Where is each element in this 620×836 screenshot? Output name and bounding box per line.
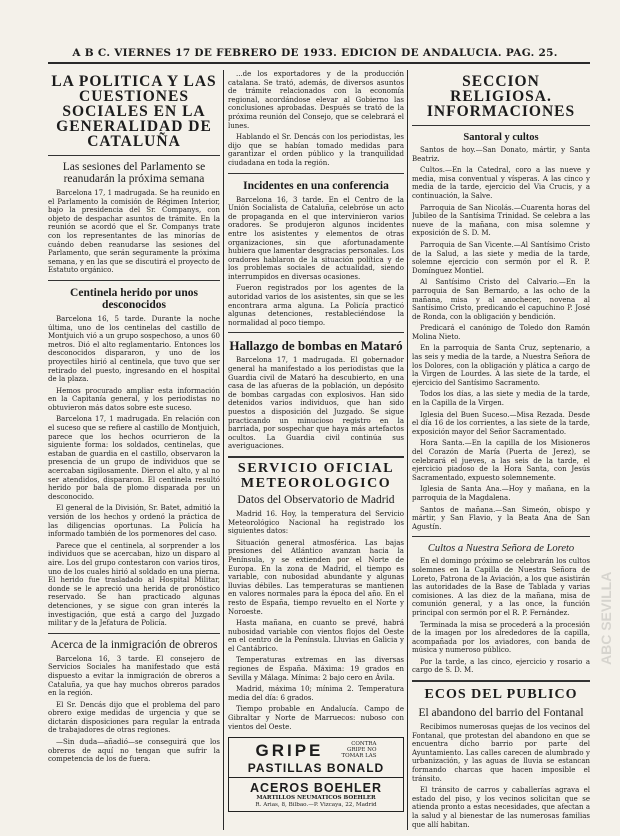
article-paragraph: Hemos procurado ampliar esta información en la Capitanía general, y los periodistas no obtuvieron más datos sobre este suceso.: [48, 386, 220, 412]
divider: [412, 536, 590, 537]
ad-pastillas-bonald: PASTILLAS BONALD: [247, 761, 385, 776]
subhead-fontanal: El abandono del barrio del Fontanal: [418, 707, 584, 720]
article-paragraph: Santos de mañana.—San Simeón, obispo y mártir, y San Flavio, y la Beata Ana de San Agustín.: [412, 505, 590, 531]
divider: [228, 173, 404, 174]
article-paragraph: Parroquia de San Vicente.—Al Santísimo Cristo de la Salud, a las siete y media de la tarde, solemne ejercicio con sermón por el R. P. Domínguez Montiel.: [412, 240, 590, 275]
article-paragraph: En el domingo próximo se celebrarán los cultos solemnes en la Capilla de Nuestra Señora de Loreto, Patrona de la Aviación, a los que asistirán las autoridades de la Base de Tablada y varias comisiones. A las diez de la mañana, misa de comunión general, y a las once, la función principal con sermón por el R. P. Fernández.: [412, 557, 590, 617]
subhead-centinela: Centinela herido por unos desconocidos: [70, 286, 198, 311]
article-paragraph: Hablando el Sr. Dencás con los periodistas, les dijo que se habían tomado medidas para garantizar el orden público y la tranquilidad ciudadana en toda la región.: [228, 133, 404, 167]
ad-gripe-tagline: CONTRA GRIPE NO TOMAR LAS: [341, 741, 377, 760]
column-middle: [228, 70, 404, 832]
article-paragraph: —Sin duda—añadió—se conseguirá que los obreros de aquí no tengan que sufrir la competencia de los de fuera.: [48, 738, 220, 764]
advertisement-aceros: [228, 778, 404, 812]
masthead-rule: [48, 62, 590, 64]
article-paragraph: El Sr. Dencás dijo que el problema del paro obrero exige medidas de urgencia y que se dictarán disposiciones para regular la entrada de trabajadores de otras regiones.: [48, 700, 220, 735]
archive-watermark: ABC SEVILLA: [598, 571, 614, 665]
article-paragraph: Barcelona 17, 1 madrugada. El gobernador general ha manifestado a los periodistas que la Guardia civil de Mataró ha descubierto, en una casa de las afueras de la población, un depósito de bombas cargadas con explosivos. Han sido detenidos varios individuos, que han sido puestos a disposición del Juzgado. Se sigue practicando un minucioso registro en la barriada, por sospechar que haya más artefactos ocultos. La Guardia civil continúa sus averiguaciones.: [228, 356, 404, 451]
article-paragraph: ...de los exportadores y de la producción catalana. Se trató, además, de diversos asuntos de trámite relacionados con la economía regional, acordándose elevar al Gobierno las conclusiones aprobadas. Después se trató de la próxima reunión del Consejo, que se celebrará el lunes.: [228, 70, 404, 130]
ad-aceros-address: R. Arias, 8, Bilbao.—P. Vizcaya, 22, Madrid: [255, 801, 377, 808]
article-paragraph: Santos de hoy.—San Donato, mártir, y Santa Beatriz.: [412, 146, 590, 163]
column-left: [48, 70, 220, 832]
column-right: [412, 70, 590, 832]
divider: [412, 680, 590, 682]
article-paragraph: Cultos.—En la Catedral, coro a las nueve y media, misa conventual y vísperas. A las cinco y media de la tarde, ejercicio del Via Crucis, y a continuación, la Salve.: [412, 166, 590, 200]
divider: [48, 280, 220, 281]
article-paragraph: Iglesia del Buen Suceso.—Misa Rezada. Desde el día 16 de los corrientes, a las siete de la tarde, exposición mayor del Señor Sacramentado.: [412, 410, 590, 436]
column-divider: [407, 70, 408, 830]
headline-religiosa: SECCION RELIGIOSA. INFORMACIONES: [426, 73, 576, 120]
subhead-observatorio: Datos del Observatorio de Madrid: [237, 493, 395, 506]
subhead-parlamento: Las sesiones del Parlamento se reanudarán la próxima semana: [62, 161, 206, 185]
subhead-loreto: Cultos a Nuestra Señora de Loreto: [427, 543, 575, 555]
article-paragraph: Temperaturas extremas en las diversas regiones de España. Máxima: 19 grados en Sevilla y Málaga. Mínima: 2 bajo cero en Ávila.: [228, 656, 404, 682]
headline-politica: LA POLITICA Y LAS CUESTIONES SOCIALES EN LA GENERALIDAD DE CATALUÑA: [51, 73, 217, 150]
article-paragraph: Tiempo probable en Andalucía. Campo de Gibraltar y Norte de Marruecos: nuboso con vientos del Oeste.: [228, 705, 404, 731]
subhead-inmigracion: Acerca de la inmigración de obreros: [50, 638, 218, 651]
ad-gripe-title: GRIPE: [255, 741, 324, 761]
divider: [48, 633, 220, 634]
article-paragraph: Barcelona 17, 1 madrugada. Se ha reunido en el Parlamento la comisión de Régimen Interior, bajo la presidencia del Sr. Companys, con objeto de despachar asuntos de trámite. En la reunión se acordó que el Sr. Companys trate con los representantes de las minorías de cuándo deben reanudarse las sesiones del Parlamento, que serán seguramente la próxima semana, y en las que se discutirá el proyecto de Estatuto orgánico.: [48, 189, 220, 275]
article-paragraph: En la parroquia de Santa Cruz, septenario, a las seis y media de la tarde, a Nuestra Señora de los Dolores, con la obligación y plática a cargo de la Virgen de Lourdes. A las siete de la tarde, el ejercicio del Santísimo Sacramento.: [412, 344, 590, 387]
article-paragraph: Situación general atmosférica. Las bajas presiones del Atlántico avanzan hacia la Península, y se extienden por el Norte de Europa. En la zona de Madrid, el tiempo es variable, con nubosidad abundante y algunas lluvias débiles. Las temperaturas se mantienen en valores normales para la época del año. En el resto de España, tiempo revuelto en el Norte y Noroeste.: [228, 538, 404, 616]
divider: [228, 456, 404, 458]
ad-aceros-line: MARTILLOS NEUMATICOS BOEHLER: [256, 795, 376, 802]
article-paragraph: Parece que el centinela, al sorprender a los individuos que se acercaban, hizo un disparo al aire. Los del grupo contestaron con varios tiros, uno de los cuales hirió al soldado en una pierna. El herido fue trasladado al Hospital Militar, donde se le apreció una herida de pronóstico reservado. Se han practicado algunas detenciones, y se sigue con gran interés la investigación, que está a cargo del Juzgado militar y de la Jefatura de Policía.: [48, 541, 220, 628]
article-paragraph: Hora Santa.—En la capilla de los Misioneros del Corazón de María (Puerta de Jerez), se celebrará el jueves, a las seis de la tarde, el ejercicio piadoso de la Hora Santa, con Jesús Sacramentado, expuesto solemnemente.: [412, 439, 590, 482]
article-paragraph: Predicará el canónigo de Toledo don Ramón Molina Nieto.: [412, 324, 590, 341]
subhead-incidentes: Incidentes en una conferencia: [243, 179, 389, 192]
article-paragraph: Terminada la misa se procederá a la procesión de la imagen por los alrededores de la capilla, acompañada por los aviadores, con banda de música y numeroso público.: [412, 620, 590, 655]
article-paragraph: Hasta mañana, en cuanto se prevé, habrá nubosidad variable con vientos flojos del Oeste en el centro de la Península. Lluvias en Galicia y el Cantábrico.: [228, 619, 404, 653]
article-paragraph: Barcelona 16, 5 tarde. Durante la noche última, uno de los centinelas del castillo de Montjuich vió a un grupo sospechoso, a unos 60 metros. Dió el alto reglamentario. Entonces los desconocidos dispararon, y uno de los proyectiles hirió al centinela, que tuvo que ser retirado del puesto, ingresando en el hospital de la plaza.: [48, 314, 220, 384]
article-paragraph: Madrid 16. Hoy, la temperatura del Servicio Meteorológico Nacional ha registrado los siguientes datos:: [228, 509, 404, 536]
article-paragraph: Madrid, máxima 10; mínima 2. Temperatura media del día: 6 grados.: [228, 685, 404, 702]
article-paragraph: Barcelona 16, 3 tarde. El consejero de Servicios Sociales ha manifestado que está dispuesto a evitar la inmigración de obreros a Cataluña, ya que hay muchos obreros parados en la región.: [48, 654, 220, 698]
article-paragraph: Fueron registrados por los agentes de la autoridad varios de los asistentes, sin que se les encontrara arma alguna. La Policía practicó algunas detenciones, restableciéndose la normalidad al poco tiempo.: [228, 284, 404, 327]
divider: [48, 155, 220, 156]
article-paragraph: Parroquia de San Nicolás.—Cuarenta horas del Jubileo de la Santísima Trinidad. Se celebra a las nueve de la mañana, con misa solemne y exposición de S. D. M.: [412, 203, 590, 238]
divider: [228, 332, 404, 333]
ad-aceros-title: ACEROS BOEHLER: [249, 781, 383, 796]
article-paragraph: Al Santísimo Cristo del Calvario.—En la parroquia de San Bernardo, a las ocho de la mañana, misa y al anochecer, novena al Santísimo Cristo, predicando el capuchino P. José de Ronda, con la obligación y bendición.: [412, 278, 590, 321]
subhead-santoral: Santoral y cultos: [463, 132, 539, 143]
article-paragraph: Recibimos numerosas quejas de los vecinos del Fontanal, que protestan del abandono en que se encuentra dicho barrio por parte del Ayuntamiento. Las calles carecen de alumbrado y urbanización, y las aguas de lluvia se estancan formando charcas que hacen imposible el tránsito.: [412, 723, 590, 783]
article-paragraph: Todos los días, a las siete y media de la tarde, en la Capilla de la Virgen.: [412, 390, 590, 408]
headline-ecos: ECOS DEL PUBLICO: [424, 687, 578, 703]
headline-meteorologico: SERVICIO OFICIAL METEOROLOGICO: [237, 460, 395, 491]
divider: [412, 125, 590, 126]
column-divider: [223, 70, 224, 830]
article-paragraph: Barcelona 16, 3 tarde. En el Centro de la Unión Socialista de Cataluña, celebróse un acto de propaganda en el que intervinieron varios oradores. Se produjeron algunos incidentes entre los asistentes y elementos de otras organizaciones, sin que afortunadamente hubiera que lamentar desgracias personales. Los oradores hablaron de la situación política y de los problemas sociales de actualidad, siendo interrumpidos en diversas ocasiones.: [228, 195, 404, 281]
article-paragraph: Por la tarde, a las cinco, ejercicio y rosario a cargo de S. D. M.: [412, 657, 590, 675]
advertisement-gripe: [228, 737, 404, 778]
subhead-bombas: Hallazgo de bombas en Mataró: [229, 338, 403, 354]
article-paragraph: Iglesia de Santa Ana.—Hoy y mañana, en la parroquia de la Magdalena.: [412, 485, 590, 502]
page-masthead: A B C. VIERNES 17 DE FEBRERO DE 1933. EDICION DE ANDALUCIA. PAG. 25.: [72, 47, 558, 59]
article-paragraph: Barcelona 17, 1 madrugada. En relación con el suceso que se refiere al castillo de Montjuich, parece que los hechos ocurrieron de la siguiente forma: los soldados, centinelas, que estaban de guardia en el castillo, observaron la presencia de un grupo de individuos que se acercaban sigilosamente. Dieron el alto, y al no ser atendidos, dispararon. El centinela resultó herido por bala de plomo disparada por un desconocido.: [48, 415, 220, 501]
article-paragraph: El tránsito de carros y caballerías agrava el estado del piso, y los vecinos solicitan que se atienda pronto a estas necesidades, que afectan a la salud y al bienestar de las numerosas familias que allí habitan.: [412, 786, 590, 829]
article-paragraph: El general de la División, Sr. Batet, admitió la versión de los hechos y ordenó la práctica de las diligencias oportunas. La Policía ha informado también de los pormenores del caso.: [48, 504, 220, 539]
